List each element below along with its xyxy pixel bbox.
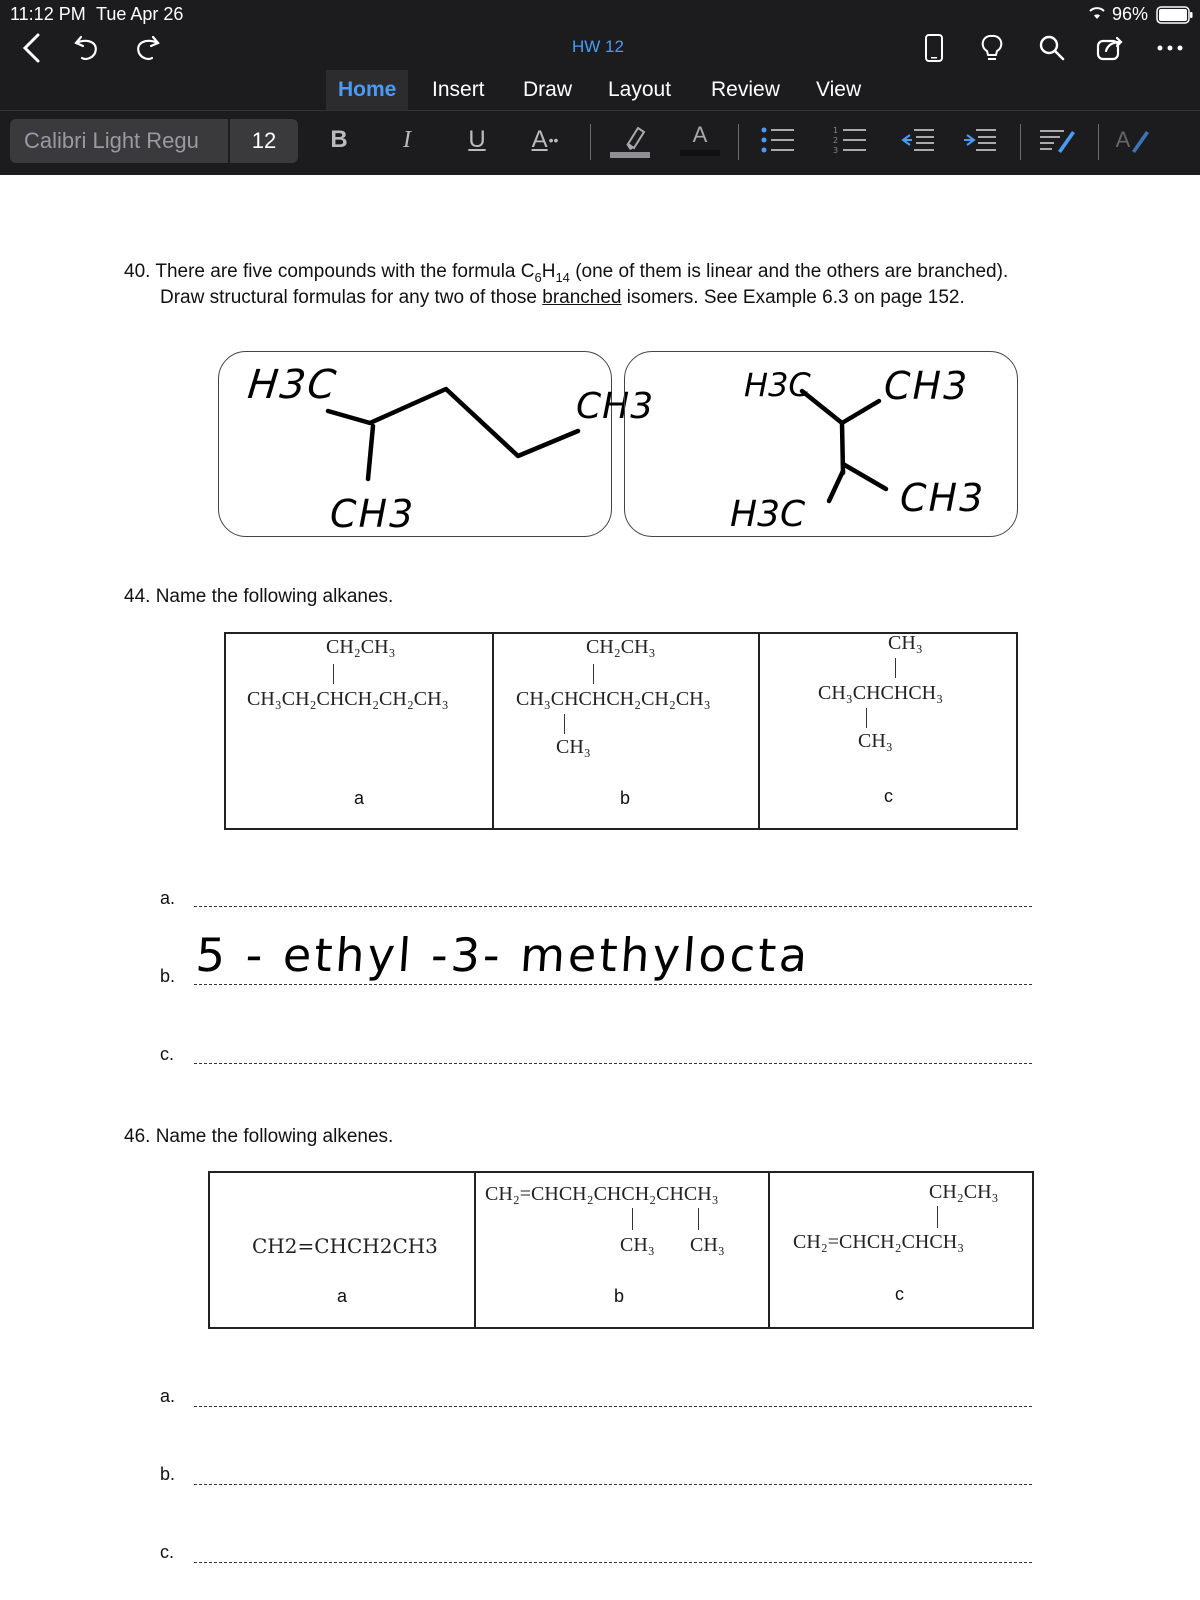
q46-table-divider	[474, 1173, 476, 1327]
q46b-main-chain: CH₂=CHCH₂CHCH₂CHCH₃	[485, 1183, 719, 1205]
q44-answer-a-line[interactable]	[194, 906, 1032, 907]
q44c-bond-top	[895, 658, 896, 678]
bold-button[interactable]: B	[330, 126, 348, 153]
q46c-main-chain: CH₂=CHCH₂CHCH₃	[793, 1231, 965, 1253]
undo-icon[interactable]	[68, 28, 108, 68]
q40-subscript-6: 6	[534, 269, 542, 285]
q44-heading: 44. Name the following alkanes.	[124, 586, 394, 607]
q44c-label: c	[884, 786, 893, 806]
q44b-main-chain: CH₃CHCHCH₂CH₂CH₃	[516, 688, 711, 710]
q44c-bottom-group: CH₃	[858, 730, 893, 752]
status-time: 11:12 PM	[10, 4, 86, 24]
styles-button[interactable]	[1112, 116, 1156, 164]
font-effects-label: A	[531, 126, 548, 153]
q46-answer-a-letter: a.	[160, 1386, 176, 1406]
q40-line1-c: (one of them is linear and the others are branched).	[569, 261, 1009, 282]
tab-home[interactable]: Home	[326, 70, 408, 110]
drawing2-label-h3c-bottom: H3C	[730, 494, 806, 535]
tab-draw[interactable]: Draw	[523, 78, 573, 101]
q46b-bond-right	[698, 1208, 699, 1230]
share-icon[interactable]	[1090, 28, 1130, 68]
tab-layout[interactable]: Layout	[608, 78, 672, 101]
q40-line2-b: isomers. See Example 6.3 on page 152.	[621, 287, 965, 308]
q44a-label: a	[354, 788, 365, 808]
q44-answer-a-letter: a.	[160, 888, 176, 908]
q44c-bond-bottom	[866, 708, 867, 728]
bullet-list-icon[interactable]	[758, 116, 798, 164]
lightbulb-icon[interactable]	[972, 28, 1012, 68]
q46-answer-a-line[interactable]	[194, 1406, 1032, 1407]
italic-button[interactable]: I	[403, 126, 411, 153]
q46-heading: 46. Name the following alkenes.	[124, 1126, 394, 1147]
q44-answer-b-letter: b.	[160, 966, 176, 986]
drawing1-label-ch3-right: CH3	[576, 386, 655, 427]
tab-insert[interactable]: Insert	[432, 78, 485, 101]
numbered-list-icon[interactable]	[830, 116, 870, 164]
q40-number: 40.	[124, 261, 151, 282]
increase-indent-icon[interactable]	[960, 116, 1000, 164]
search-icon[interactable]	[1032, 28, 1072, 68]
q40-text-line2	[160, 287, 965, 309]
q44b-bond-bottom	[564, 714, 565, 734]
font-color-button[interactable]	[678, 116, 722, 164]
q40-line1-h: H	[541, 261, 556, 282]
q44-answer-b-line[interactable]	[194, 984, 1032, 985]
svg-text:3: 3	[833, 146, 839, 155]
q44a-bond	[333, 664, 334, 684]
ribbon-divider	[738, 124, 739, 160]
phone-icon[interactable]	[914, 28, 954, 68]
battery-icon	[1156, 6, 1194, 29]
font-color-swatch	[680, 150, 720, 156]
q40-line1-a: There are five compounds with the formula C	[155, 261, 535, 282]
q46b-sub-left: CH₃	[620, 1234, 655, 1256]
q44-answer-b-handwriting: 5 - ethyl -3- methylocta	[194, 928, 813, 982]
font-color-label: A	[692, 122, 708, 147]
q46a-main-chain: CH2=CHCH2CH3	[252, 1234, 438, 1258]
ribbon-divider	[1020, 124, 1021, 160]
drawing2-label-ch3-top: CH3	[884, 364, 970, 408]
q44c-main-chain: CH₃CHCHCH₃	[818, 682, 944, 704]
q46c-bond	[937, 1206, 938, 1228]
underline-button[interactable]: U	[468, 126, 486, 153]
highlighter-icon[interactable]	[608, 116, 652, 164]
document-title[interactable]: HW 12	[572, 37, 624, 56]
tab-review[interactable]: Review	[711, 78, 780, 101]
more-icon[interactable]	[1150, 28, 1190, 68]
svg-text:1: 1	[833, 126, 839, 135]
drawing1-label-h3c: H3C	[245, 362, 340, 408]
font-size-field[interactable]: 12	[228, 119, 298, 163]
ribbon-divider	[590, 124, 591, 160]
more-dots-icon: ••	[548, 132, 559, 148]
paragraph-style-icon[interactable]	[1036, 116, 1080, 164]
q46-answer-b-line[interactable]	[194, 1484, 1032, 1485]
q44b-top-group: CH₂CH₃	[586, 636, 656, 658]
q46-answer-b-letter: b.	[160, 1464, 176, 1484]
q44b-bond-top	[593, 664, 594, 684]
drawing2-label-ch3-bottom: CH3	[900, 476, 986, 520]
font-name-field[interactable]: Calibri Light Regu	[10, 119, 228, 163]
q46-answer-c-letter: c.	[160, 1542, 175, 1562]
q44a-main-chain: CH₃CH₂CHCH₂CH₂CH₃	[247, 688, 449, 710]
q44-answer-c-line[interactable]	[194, 1063, 1032, 1064]
q44b-label: b	[620, 788, 631, 808]
q46b-sub-right: CH₃	[690, 1234, 725, 1256]
q46-table-divider	[768, 1173, 770, 1327]
svg-text:2: 2	[833, 136, 839, 145]
styles-label: A	[1115, 127, 1131, 152]
q44-table-divider	[492, 634, 494, 828]
app-toolbar	[0, 0, 1200, 175]
back-icon[interactable]	[12, 28, 52, 68]
q46-answer-c-line[interactable]	[194, 1562, 1032, 1563]
wifi-icon	[1088, 4, 1106, 25]
ribbon-divider	[1098, 124, 1099, 160]
q44-answer-c-letter: c.	[160, 1044, 175, 1064]
font-effects-button[interactable]	[528, 116, 562, 164]
q44-table-divider	[758, 634, 760, 828]
drawing2-label-h3c-top: H3C	[744, 366, 811, 404]
tab-view[interactable]: View	[816, 78, 862, 101]
q46b-label: b	[614, 1286, 625, 1306]
q46b-bond-left	[632, 1208, 633, 1230]
q46c-label: c	[895, 1284, 904, 1304]
q40-branched-word: branched	[542, 287, 622, 308]
status-date: Tue Apr 26	[96, 4, 184, 24]
q46c-top-group: CH₂CH₃	[929, 1181, 999, 1203]
q40-text-line1	[124, 261, 1008, 285]
q44a-top-group: CH₂CH₃	[326, 636, 396, 658]
q40-subscript-14: 14	[555, 269, 570, 285]
redo-icon[interactable]	[126, 28, 166, 68]
drawing1-label-ch3-bottom: CH3	[330, 492, 416, 536]
battery-percent: 96%	[1112, 4, 1149, 24]
toolbar-divider	[0, 110, 1200, 111]
q44b-bottom-group: CH₃	[556, 736, 591, 758]
q40-line2-a: Draw structural formulas for any two of those	[160, 287, 543, 308]
q44c-top-group: CH₃	[888, 632, 923, 654]
q46a-label: a	[337, 1286, 348, 1306]
decrease-indent-icon[interactable]	[898, 116, 938, 164]
